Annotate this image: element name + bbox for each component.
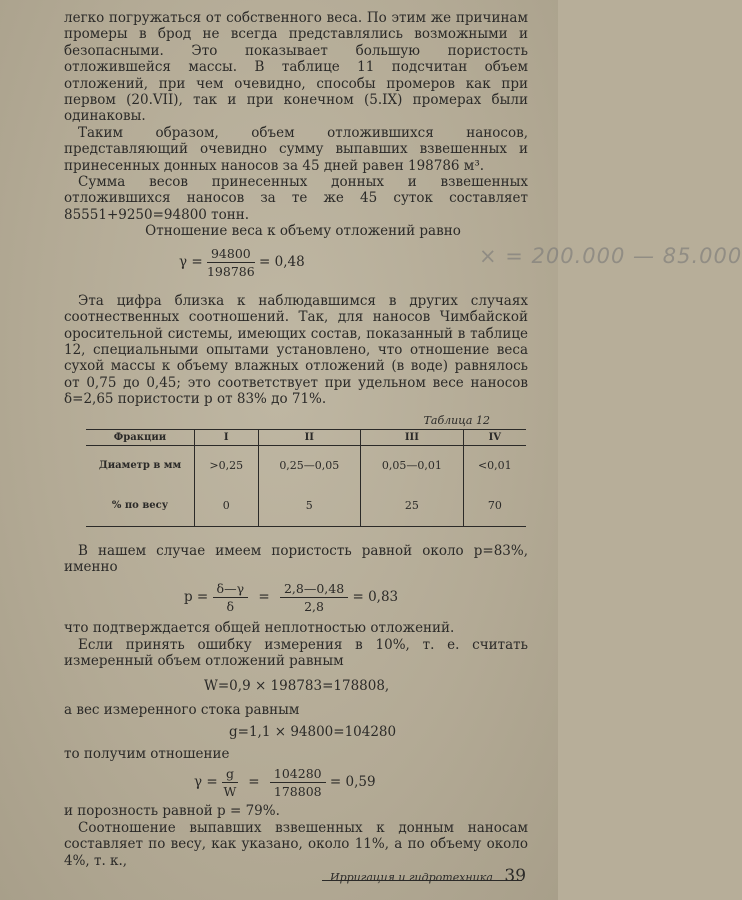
formula-rhs: = 0,59 [329, 774, 376, 791]
paragraph-10: то получим отношение [64, 745, 230, 762]
formula-lhs: p = [184, 589, 209, 606]
paragraph-8: Если принять ошибку измерения в 10%, т. е. считать измеренный объем отложений равным [64, 636, 528, 670]
page-footer [330, 866, 526, 886]
numerator: 104280 [270, 766, 326, 783]
footer-rule [322, 880, 522, 881]
table-row-label: % по весу [86, 486, 195, 527]
numerator: g [222, 766, 238, 783]
table-row [86, 486, 526, 527]
numerator: 2,8—0,48 [280, 581, 348, 598]
table-cell: 0,25—0,05 [258, 445, 361, 486]
formula-lhs: γ = [194, 774, 218, 791]
formula-gamma-1 [179, 243, 742, 279]
paragraph-11: и порозность равной p = 79%. [64, 803, 280, 820]
paragraph-6: В нашем случае имеем пористость равной около p=83%, именно [64, 542, 528, 575]
table-cell: 0 [195, 486, 259, 527]
fraction [280, 581, 348, 614]
fraction [270, 766, 326, 799]
table-cell: 5 [258, 486, 361, 527]
formula-equals: = [248, 774, 260, 791]
table-cell: 0,05—0,01 [361, 445, 464, 486]
denominator: 198786 [206, 263, 255, 279]
table-cell: >0,25 [195, 445, 259, 486]
table-header: III [361, 429, 464, 445]
table-row-label: Диаметр в мм [98, 460, 182, 472]
paragraph-9: а вес измеренного стока равным [64, 701, 300, 718]
paragraph-3: Сумма весов принесенных донных и взвешенных отложившихся наносов за те же 45 суток составляет 85551+9250=94800 тонн. [64, 174, 528, 223]
formula-gamma-2 [194, 766, 528, 799]
table-header: IV [463, 429, 526, 445]
table-cell: <0,01 [463, 445, 526, 486]
denominator: W [223, 784, 237, 800]
journal-title: Ирригация и гидротехника [330, 871, 493, 884]
denominator: 2,8 [304, 599, 324, 615]
table-header: Фракции [86, 429, 195, 445]
formula-lhs: γ = [179, 253, 203, 270]
paragraph-7: что подтверждается общей неплотностью отложений. [64, 620, 455, 637]
table-cell: 70 [463, 486, 526, 527]
denominator: 178808 [273, 784, 322, 800]
formula-weight [229, 724, 528, 740]
denominator: δ [226, 599, 235, 615]
paragraph-1: легко погружаться от собственного веса. По этим же причинам промеры в брод не всегда представлялись возможными и безопасными. Это показывает большую пористость отложившейся массы. В таблице 11 подсчитан объем отложений, при чем очевидно, способы промеров как при первом (20.VII), так и при конечном (5.IX) промерах были одинаковы. [64, 10, 528, 125]
numerator: 94800 [207, 246, 255, 263]
formula-rhs: = 0,48 [259, 253, 305, 270]
table-header: I [195, 429, 259, 445]
table-header: II [258, 429, 361, 445]
formula-text: g=1,1 × 94800=104280 [229, 723, 397, 740]
paragraph-4: Отношение веса к объему отложений равно [145, 223, 461, 240]
paragraph-2: Таким образом, объем отложившихся наносов, представляющий очевидно сумму выпавших взвешенных и принесенных донных наносов за 45 дней равен 198786 м³. [64, 124, 528, 174]
numerator: δ—γ [213, 581, 249, 598]
table-cell: 25 [361, 486, 464, 527]
fraction [222, 766, 238, 799]
fractions-table [86, 429, 526, 527]
formula-equals: = [258, 589, 270, 606]
table-row [86, 445, 526, 486]
table-title: Таблица 12 [423, 413, 490, 427]
handwritten-annotation: × = 200.000 — 85.000 [479, 243, 742, 268]
formula-porosity [184, 581, 528, 614]
formula-volume [204, 678, 528, 694]
paragraph-5: Эта цифра близка к наблюдавшимся в других случаях соотнественных соотношений. Так, для наносов Чимбайской оросительной системы, имеющих состав, показанный в таблице 12, специальными опытами установлено, что отношение веса сухой массы к объему влажных отложений (в воде) равнялось от 0,75 до 0,45; это соответствует при удельном весе наносов δ=2,65 пористости p от 83% до 71%. [64, 292, 528, 408]
paragraph-12: Соотношение выпавших взвешенных к донным наносам составляет по весу, как указано, около 11%, а по объему около 4%, т. к., [64, 819, 528, 869]
fraction [207, 246, 255, 279]
fraction [213, 581, 249, 614]
page-number: 39 [504, 866, 527, 886]
formula-text: W=0,9 × 198783=178808, [204, 677, 390, 694]
formula-rhs: = 0,83 [352, 589, 399, 606]
